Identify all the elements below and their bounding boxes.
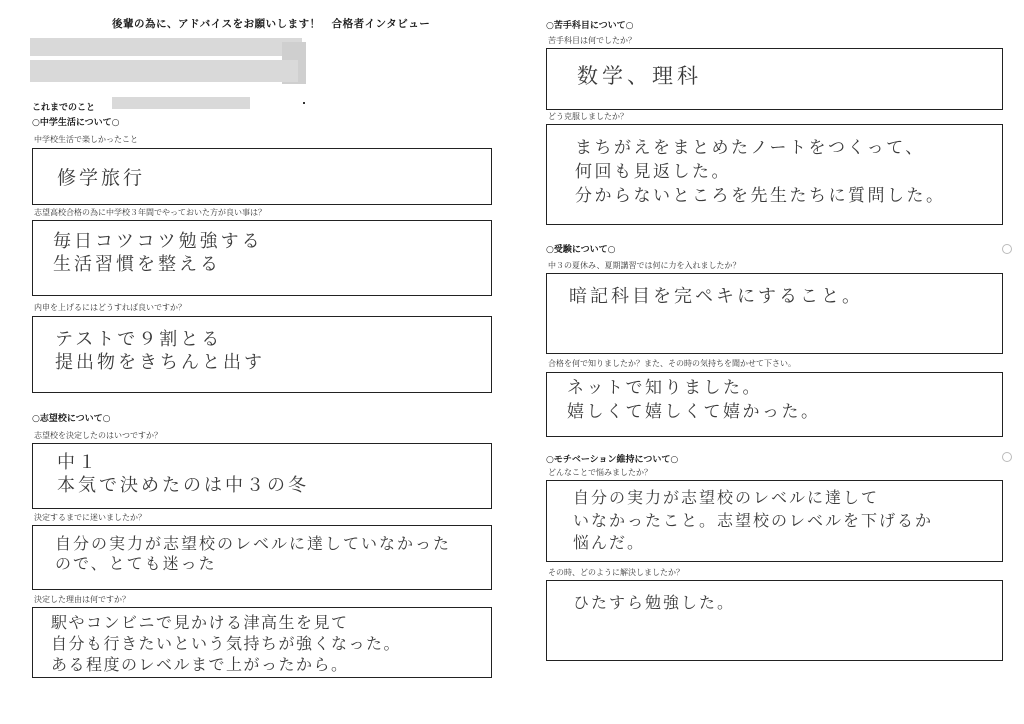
question-label: 中学校生活で楽しかったこと [34,135,138,144]
question-label: 苦手科目は何でしたか？ [548,36,636,45]
question-label: 決定するまでに迷いましたか？ [34,513,146,522]
punch-hole [1002,244,1012,254]
exam-heading: ○受験について○ [546,245,616,255]
school-life-heading: ○中学生活について○ [32,118,120,128]
answer-box [546,273,1003,354]
answer-box [32,316,492,393]
answer-text: ひたすら勉強した。 [573,593,736,612]
answer-text: 中１ 本気で決めたのは中３の冬 [57,452,309,496]
question-label: 志望校を決定したのはいつですか？ [34,431,162,440]
redacted-heading-block [112,97,250,109]
redacted-school-block [30,60,298,82]
answer-text: まちがえをまとめたノートをつくって、 何回も見返した。 分からないところを先生たちに質問した。 [575,138,946,206]
answer-box [32,443,492,509]
answer-text: 毎日コツコツ勉強する 生活習慣を整える [53,231,263,275]
answer-text: 暗記科目を完ペキにすること。 [569,286,863,307]
answer-text: テストで９割とる 提出物をきちんと出す [55,329,265,373]
redacted-name-block [30,38,302,56]
answer-box [546,372,1003,437]
answer-text: 駅やコンビニで見かける津高生を見て 自分も行きたいという気持ちが強くなった。 ある程度のレベルまで上がったから。 [51,613,402,675]
question-label: 決定した理由は何ですか？ [34,595,130,604]
answer-box [32,607,492,678]
question-label: どんなことで悩みましたか？ [548,468,652,477]
stray-dot [303,102,305,104]
punch-hole [1002,452,1012,462]
answer-text: 自分の実力が志望校のレベルに達していなかった ので、とても迷った [55,534,452,573]
question-label: 合格を何で知りましたか？また、その時の気持ちを聞かせて下さい。 [548,359,796,368]
question-label: 中３の夏休み、夏期講習では何に力を入れましたか？ [548,261,741,270]
answer-box [546,48,1003,110]
question-label: 内申を上げるにはどうすれば良いですか？ [34,303,186,312]
motivation-heading: ○モチベーション維持について○ [546,455,679,465]
answer-box [546,124,1003,225]
answer-box [546,480,1003,562]
answer-box [32,220,492,296]
answer-text: 自分の実力が志望校のレベルに達して いなかったこと。志望校のレベルを下げるか 悩んだ。 [573,488,934,553]
page-title: 後輩の為に、アドバイスをお願いします！ 合格者インタビュー [112,18,431,30]
answer-box [32,525,492,590]
question-label: その時、どのように解決しましたか？ [548,568,684,577]
answer-text: ネットで知りました。 嬉しくて嬉しくて嬉かった。 [567,378,821,422]
answer-box [32,148,492,205]
weak-subjects-heading: ○苦手科目について○ [546,21,634,31]
question-label: どう克服しましたか？ [548,112,628,121]
answer-text: 数学、理科 [577,64,702,88]
question-label: 志望高校合格の為に中学校３年間でやっておいた方が良い事は？ [34,208,266,217]
answer-box [546,580,1003,661]
target-school-heading: ○志望校について○ [32,414,111,424]
answer-text: 修学旅行 [57,167,146,189]
overview-heading: これまでのこと [32,103,96,113]
